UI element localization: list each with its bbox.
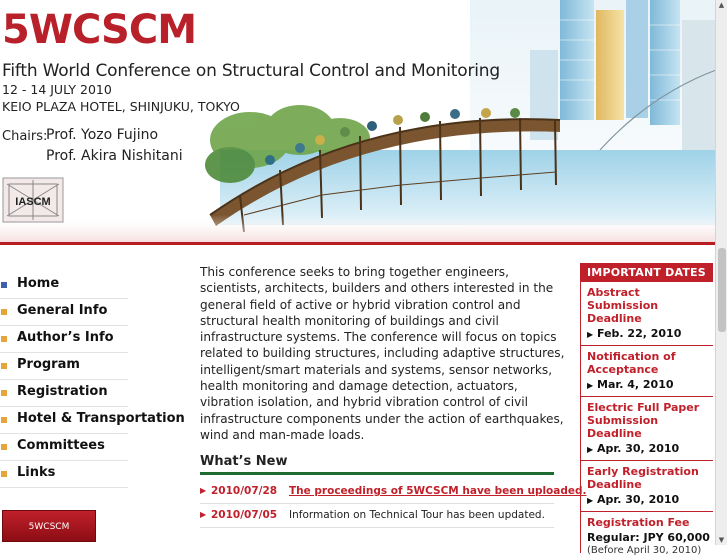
bullet-icon bbox=[1, 444, 7, 450]
news-link[interactable]: The proceedings of 5WCSCM have been uploaded. bbox=[289, 485, 587, 497]
news-item bbox=[200, 481, 587, 504]
triangle-right-icon: ▶ bbox=[587, 330, 594, 339]
news-date: 2010/07/05 bbox=[211, 509, 278, 521]
bullet-icon bbox=[1, 363, 7, 369]
bullet-icon bbox=[1, 390, 7, 396]
date-item bbox=[581, 461, 713, 512]
chair-name: Prof. Akira Nishitani bbox=[46, 148, 183, 164]
scroll-thumb[interactable] bbox=[718, 248, 726, 332]
arrow-right-icon: ▶ bbox=[200, 510, 207, 519]
important-dates-heading: IMPORTANT DATES bbox=[581, 263, 713, 282]
iascm-logo bbox=[1, 176, 65, 224]
chair-name: Prof. Yozo Fujino bbox=[46, 127, 159, 143]
sidebar-item-general-info[interactable] bbox=[0, 299, 128, 326]
date-label: Notification of Acceptance bbox=[587, 350, 676, 376]
sidebar-item-label: Author’s Info bbox=[17, 330, 114, 345]
sidebar-item-authors-info[interactable] bbox=[0, 326, 128, 353]
sidebar-item-label: Program bbox=[17, 357, 80, 372]
date-item bbox=[581, 282, 713, 346]
conference-badge[interactable] bbox=[2, 510, 96, 542]
date-value: Apr. 30, 2010 bbox=[597, 442, 680, 455]
conference-venue: KEIO PLAZA HOTEL, SHINJUKU, TOKYO bbox=[2, 99, 240, 114]
conference-date: 12 - 14 JULY 2010 bbox=[2, 82, 112, 97]
sidebar-item-label: Committees bbox=[17, 438, 105, 453]
scroll-up-arrow-icon[interactable]: ▲ bbox=[718, 1, 725, 9]
bullet-icon bbox=[1, 309, 7, 315]
bullet-icon bbox=[1, 336, 7, 342]
conference-banner bbox=[0, 0, 727, 245]
scroll-down-arrow-icon[interactable]: ▼ bbox=[718, 536, 725, 544]
fee-item bbox=[581, 512, 713, 560]
sidebar-item-label: Home bbox=[17, 276, 60, 291]
bullet-icon bbox=[1, 282, 7, 288]
triangle-right-icon: ▶ bbox=[587, 496, 594, 505]
intro-paragraph: This conference seeks to bring together engineers, scientists, architects, builders and others interested in the general field of active or hybrid vibration control and structural health monitoring of buildings and civil infrastructure systems. The conference will focus on topics related to building structures, including adaptive structures, intelligent/smart materials and systems, sensor networks, health monitoring and damage detection, actuators, vibration isolation, and hybrid vibration control of civil infrastructure components under the action of earthquakes, wind and man-made loads. bbox=[200, 265, 565, 442]
date-value: Mar. 4, 2010 bbox=[597, 378, 674, 391]
date-item bbox=[581, 397, 713, 461]
conference-title: Fifth World Conference on Structural Control and Monitoring bbox=[2, 61, 500, 81]
fee-label: Registration Fee bbox=[587, 516, 690, 529]
date-item bbox=[581, 346, 713, 397]
date-label: Abstract Submission Deadline bbox=[587, 286, 659, 325]
date-value: Feb. 22, 2010 bbox=[597, 327, 682, 340]
fee-value: Regular: JPY 60,000 bbox=[587, 531, 710, 544]
important-dates-panel bbox=[580, 263, 713, 556]
date-value: Apr. 30, 2010 bbox=[597, 493, 680, 506]
sidebar-item-hotel-transportation[interactable] bbox=[0, 407, 185, 434]
sidebar-item-label: General Info bbox=[17, 303, 108, 318]
fee-note: (Before April 30, 2010) bbox=[587, 545, 702, 556]
sidebar-item-links[interactable] bbox=[0, 461, 128, 488]
chairs-label: Chairs: bbox=[2, 129, 48, 144]
news-text: Information on Technical Tour has been updated. bbox=[289, 509, 545, 521]
sidebar-item-registration[interactable] bbox=[0, 380, 128, 407]
whats-new-divider bbox=[200, 472, 554, 475]
arrow-right-icon: ▶ bbox=[200, 486, 207, 495]
conference-badge-label: 5WCSCM bbox=[28, 522, 70, 532]
triangle-right-icon: ▶ bbox=[587, 381, 594, 390]
svg-text:IASCM: IASCM bbox=[15, 196, 51, 208]
date-label: Electric Full Paper Submission Deadline bbox=[587, 401, 700, 440]
conference-acronym: 5WCSCM bbox=[2, 7, 197, 53]
news-item bbox=[200, 505, 554, 528]
sidebar-item-label: Links bbox=[17, 465, 56, 480]
sidebar-item-program[interactable] bbox=[0, 353, 128, 380]
whats-new-heading: What’s New bbox=[200, 454, 288, 469]
page-scrollbar[interactable] bbox=[715, 0, 727, 545]
triangle-right-icon: ▶ bbox=[587, 445, 594, 454]
bullet-icon bbox=[1, 417, 7, 423]
date-label: Early Registration Deadline bbox=[587, 465, 699, 491]
sidebar-item-home[interactable] bbox=[0, 272, 128, 299]
sidebar-item-label: Registration bbox=[17, 384, 108, 399]
news-date: 2010/07/28 bbox=[211, 485, 278, 497]
sidebar-item-committees[interactable] bbox=[0, 434, 128, 461]
bullet-icon bbox=[1, 471, 7, 477]
sidebar-nav bbox=[0, 272, 185, 488]
sidebar-item-label: Hotel & Transportation bbox=[17, 411, 185, 426]
